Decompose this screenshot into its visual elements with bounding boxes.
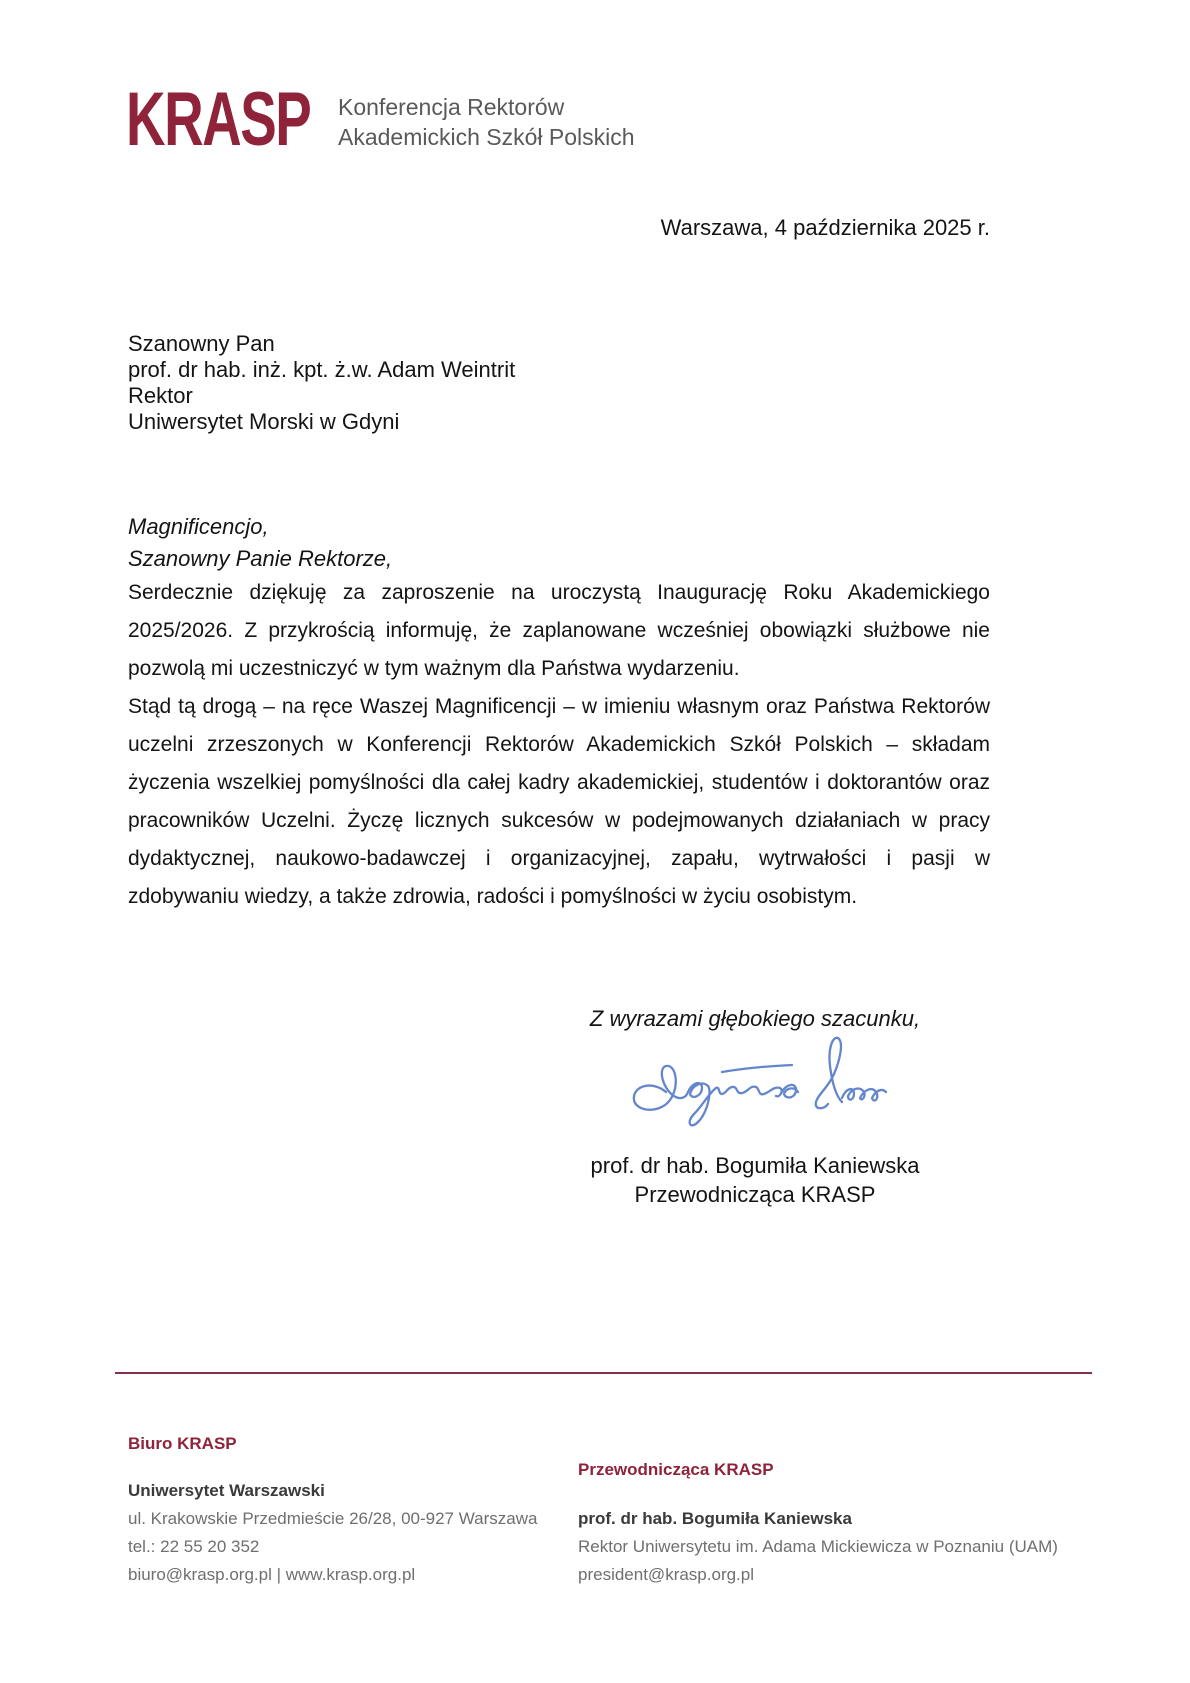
- recipient-block: [128, 331, 515, 435]
- body-paragraph-1: Serdecznie dziękuję za zaproszenie na uroczystą Inaugurację Roku Akademickiego 2025/2026. Z przykrością informuję, że zaplanowane wcześniej obowiązki służbowe nie pozwolą mi uczestniczyć w tym ważnym dla Państwa wydarzeniu.: [128, 581, 990, 680]
- footer-right-info: [578, 1505, 1058, 1589]
- logo-tagline-line1: Konferencja Rektorów: [338, 94, 565, 120]
- footer-left-heading: Biuro KRASP: [128, 1434, 237, 1453]
- footer-left-org: Uniwersytet Warszawski: [128, 1481, 325, 1500]
- footer-right-name: prof. dr hab. Bogumiła Kaniewska: [578, 1509, 852, 1528]
- salutation: [128, 511, 392, 575]
- footer-left-address: ul. Krakowskie Przedmieście 26/28, 00-927 Warszawa: [128, 1509, 538, 1528]
- krasp-logo: KRASP: [126, 77, 311, 162]
- valediction: Z wyrazami głębokiego szacunku,: [589, 1006, 921, 1031]
- logo-tagline-line2: Akademickich Szkół Polskich: [338, 124, 635, 150]
- signature-ink-icon: [622, 1030, 894, 1148]
- recipient-line: Szanowny Pan: [128, 331, 275, 356]
- letter-body: [128, 574, 990, 916]
- logo-tagline: [338, 92, 635, 152]
- recipient-line: Uniwersytet Morski w Gdyni: [128, 409, 400, 434]
- footer-left-phone: tel.: 22 55 20 352: [128, 1537, 260, 1556]
- footer-right-email: president@krasp.org.pl: [578, 1565, 755, 1584]
- footer-right-heading: Przewodnicząca KRASP: [578, 1460, 774, 1479]
- dateline: Warszawa, 4 października 2025 r.: [660, 215, 990, 240]
- salutation-line1: Magnificencjo,: [128, 514, 269, 539]
- handwritten-signature: [622, 1030, 894, 1148]
- footer-left-contacts: biuro@krasp.org.pl | www.krasp.org.pl: [128, 1565, 416, 1584]
- signer-name: prof. dr hab. Bogumiła Kaniewska: [590, 1153, 920, 1178]
- signer-title: Przewodnicząca KRASP: [634, 1182, 876, 1207]
- footer-right-role: Rektor Uniwersytetu im. Adama Mickiewicza w Poznaniu (UAM): [578, 1537, 1058, 1556]
- signer-block: [500, 1151, 1010, 1209]
- recipient-line: prof. dr hab. inż. kpt. ż.w. Adam Weintrit: [128, 357, 516, 382]
- recipient-line: Rektor: [128, 383, 193, 408]
- footer-left-info: [128, 1477, 537, 1589]
- body-paragraph-2: Stąd tą drogą – na ręce Waszej Magnificencji – w imieniu własnym oraz Państwa Rektorów uczelni zrzeszonych w Konferencji Rektorów Akademickich Szkół Polskich – składam życzenia wszelkiej pomyślności dla całej kadry akademickiej, studentów i doktorantów oraz pracowników Uczelni. Życzę licznych sukcesów w podejmowanych działaniach w pracy dydaktycznej, naukowo-badawczej i organizacyjnej, zapału, wytrwałości i pasji w zdobywaniu wiedzy, a także zdrowia, radości i pomyślności w życiu osobistym.: [128, 695, 990, 908]
- footer-divider: [115, 1372, 1092, 1374]
- salutation-line2: Szanowny Panie Rektorze,: [128, 546, 393, 571]
